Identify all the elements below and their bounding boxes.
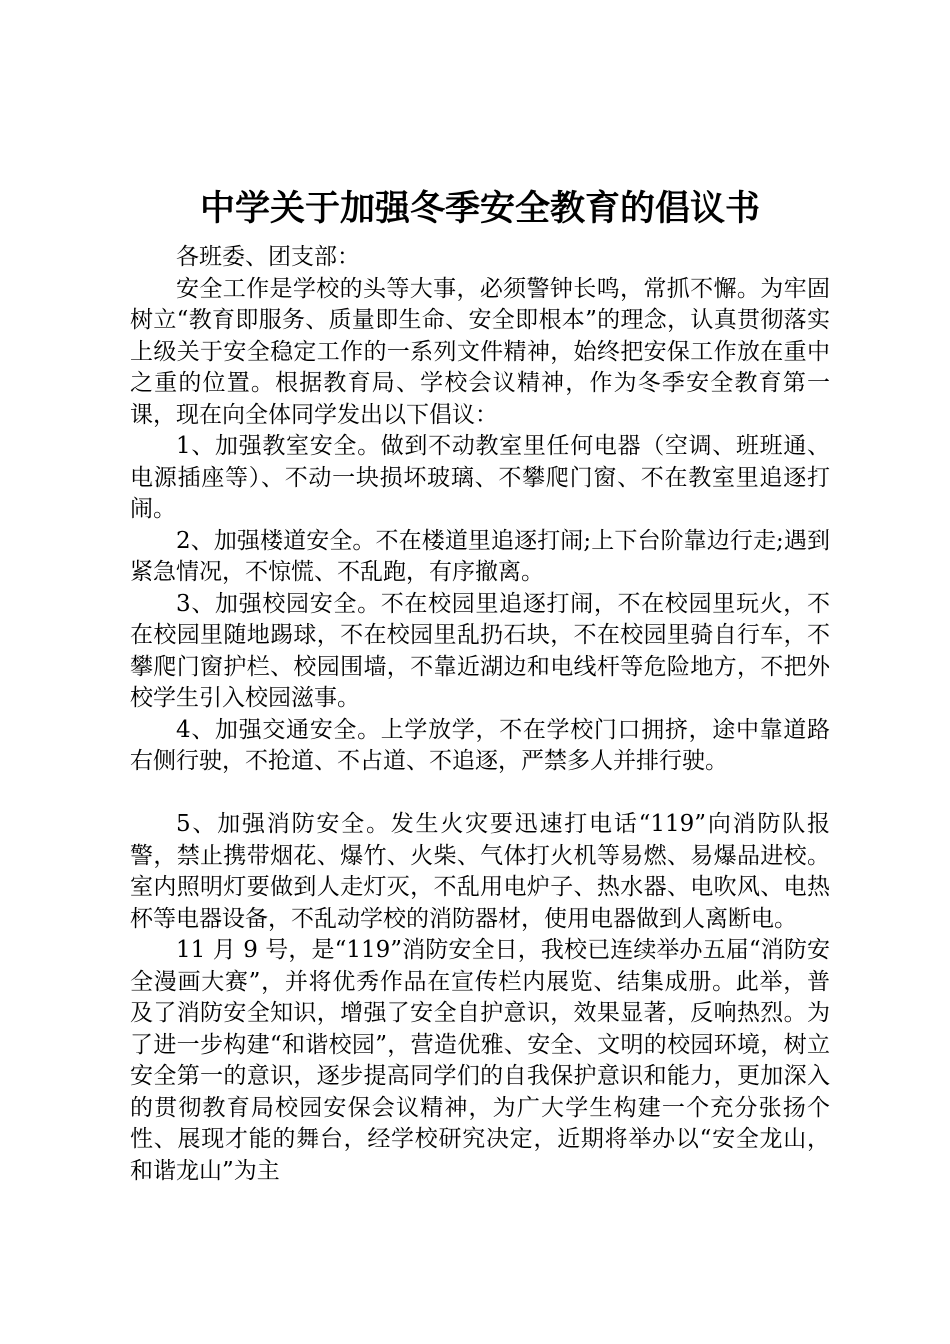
paragraph-campus-safety: 3、加强校园安全。不在校园里追逐打闹，不在校园里玩火，不在校园里随地踢球，不在校园里乱扔石块，不在校园里骑自行车，不攀爬门窗护栏、校园围墙，不靠近湖边和电线杆等危险地方，不把外校学生引入校园滋事。 [130, 590, 830, 711]
paragraph-fire-day: 11 月 9 号，是“119”消防安全日，我校已连续举办五届“消防安全漫画大赛”，并将优秀作品在宣传栏内展览、结集成册。此举，普及了消防安全知识，增强了安全自护意识，效果显著，反响热烈。为了进一步构建“和谐校园”，营造优雅、安全、文明的校园环境，树立安全第一的意识，逐步提高同学们的自我保护意识和能力，更加深入的贯彻教育局校园安保会议精神，为广大学生构建一个充分张扬个性、展现才能的舞台，经学校研究决定，近期将举办以“安全龙山，和谐龙山”为主 [130, 937, 830, 1184]
paragraph-intro: 安全工作是学校的头等大事，必须警钟长鸣，常抓不懈。为牢固树立“教育即服务、质量即生命、安全即根本”的理念，认真贯彻落实上级关于安全稳定工作的一系列文件精神，始终把安保工作放在重中之重的位置。根据教育局、学校会议精神，作为冬季安全教育第一课，现在向全体同学发出以下倡议： [130, 275, 830, 428]
paragraph-corridor-safety: 2、加强楼道安全。不在楼道里追逐打闹;上下台阶靠边行走;遇到紧急情况，不惊慌、不乱跑，有序撤离。 [130, 527, 830, 585]
document-title: 中学关于加强冬季安全教育的倡议书 [199, 188, 760, 229]
paragraph-traffic-safety: 4、加强交通安全。上学放学，不在学校门口拥挤，途中靠道路右侧行驶，不抢道、不占道、不追逐，严禁多人并排行驶。 [130, 716, 830, 774]
paragraph-fire-safety: 5、加强消防安全。发生火灾要迅速打电话“119”向消防队报警，禁止携带烟花、爆竹、火柴、气体打火机等易燃、易爆品进校。室内照明灯要做到人走灯灭，不乱用电炉子、热水器、电吹风、电热杯等电器设备，不乱动学校的消防器材，使用电器做到人离断电。 [130, 811, 830, 932]
salutation: 各班委、团支部： [176, 244, 360, 270]
paragraph-classroom-safety: 1、加强教室安全。做到不动教室里任何电器（空调、班班通、电源插座等）、不动一块损坏玻璃、不攀爬门窗、不在教室里追逐打闹。 [130, 433, 830, 522]
document-page [130, 186, 830, 1187]
